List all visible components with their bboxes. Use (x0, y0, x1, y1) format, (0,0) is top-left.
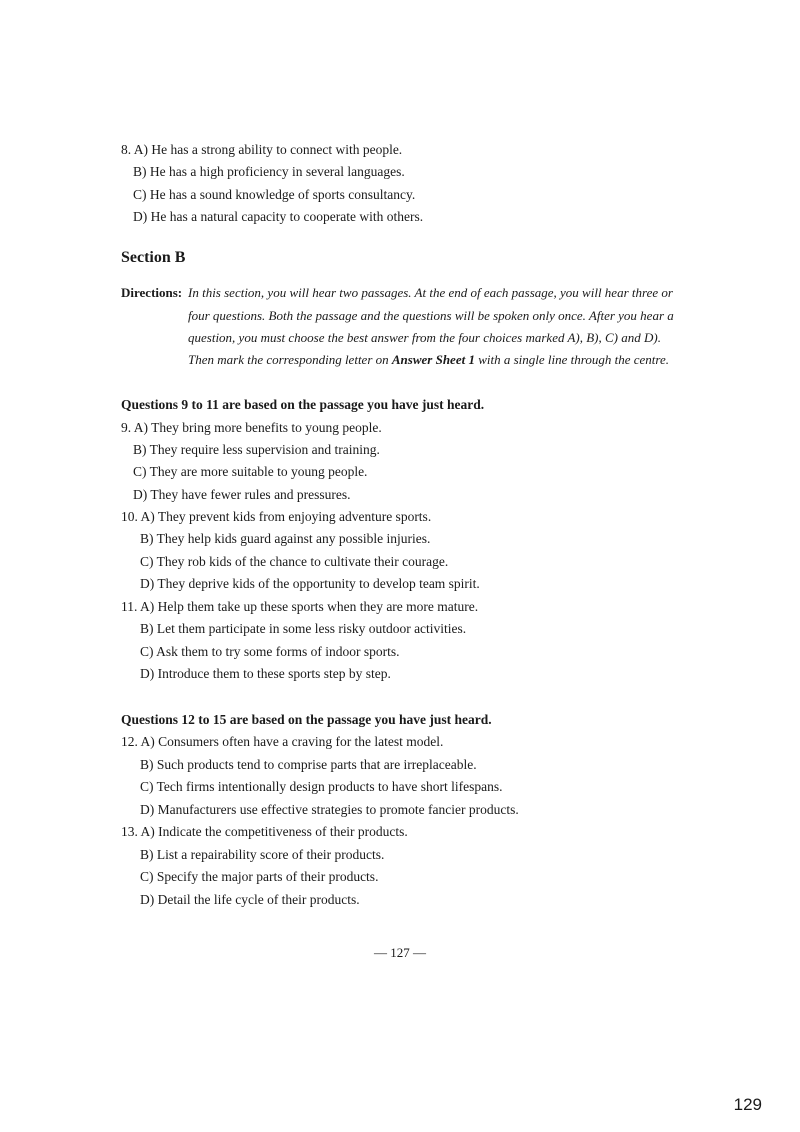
section-b-title: Section B (121, 249, 186, 266)
directions-line-1: In this section, you will hear two passages. At the end of each passage, you will hear three or (188, 285, 673, 300)
directions-line-4: Then mark the corresponding letter on Answer Sheet 1 with a single line through the centre. (188, 352, 669, 367)
q13-option-b: B) List a repairability score of their products. (140, 847, 385, 862)
q12-option-a: 12. A) Consumers often have a craving for the latest model. (121, 734, 444, 749)
q12-option-c: C) Tech firms intentionally design products to have short lifespans. (140, 779, 503, 794)
q9-option-d: D) They have fewer rules and pressures. (133, 487, 351, 502)
q8-option-c: C) He has a sound knowledge of sports consultancy. (133, 187, 416, 202)
q10-option-d: D) They deprive kids of the opportunity to develop team spirit. (140, 576, 480, 591)
q12-option-b: B) Such products tend to comprise parts that are irreplaceable. (140, 757, 477, 772)
group-2-heading: Questions 12 to 15 are based on the passage you have just heard. (121, 712, 492, 727)
q13-option-c: C) Specify the major parts of their products. (140, 869, 379, 884)
q11-option-b: B) Let them participate in some less risky outdoor activities. (140, 621, 467, 636)
q8-option-a: 8. A) He has a strong ability to connect with people. (121, 142, 403, 157)
q8-option-b: B) He has a high proficiency in several languages. (133, 164, 405, 179)
q8-option-d: D) He has a natural capacity to cooperate with others. (133, 209, 424, 224)
answer-sheet-label: Answer Sheet 1 (391, 352, 475, 367)
q9-option-a: 9. A) They bring more benefits to young people. (121, 420, 382, 435)
q10-option-b: B) They help kids guard against any possible injuries. (140, 531, 431, 546)
directions-line-2: four questions. Both the passage and the questions will be spoken only once. After you hear a (188, 308, 674, 323)
corner-page-number: 129 (733, 1095, 762, 1114)
page-number: — 127 — (374, 945, 426, 960)
q11-option-d: D) Introduce them to these sports step by step. (140, 666, 391, 681)
q12-option-d: D) Manufacturers use effective strategies to promote fancier products. (140, 802, 519, 817)
directions-label: Directions: (121, 285, 183, 300)
q13-option-d: D) Detail the life cycle of their products. (140, 892, 360, 907)
q9-option-c: C) They are more suitable to young people. (133, 464, 368, 479)
q10-option-c: C) They rob kids of the chance to cultivate their courage. (140, 554, 449, 569)
q10-option-a: 10. A) They prevent kids from enjoying adventure sports. (121, 509, 432, 524)
directions-line-3: question, you must choose the best answer from the four choices marked A), B), C) and D). (188, 330, 661, 345)
q13-option-a: 13. A) Indicate the competitiveness of their products. (121, 824, 408, 839)
group-1-heading: Questions 9 to 11 are based on the passage you have just heard. (121, 397, 485, 412)
q9-option-b: B) They require less supervision and training. (133, 442, 380, 457)
q11-option-a: 11. A) Help them take up these sports when they are more mature. (121, 599, 479, 614)
q11-option-c: C) Ask them to try some forms of indoor sports. (140, 644, 400, 659)
